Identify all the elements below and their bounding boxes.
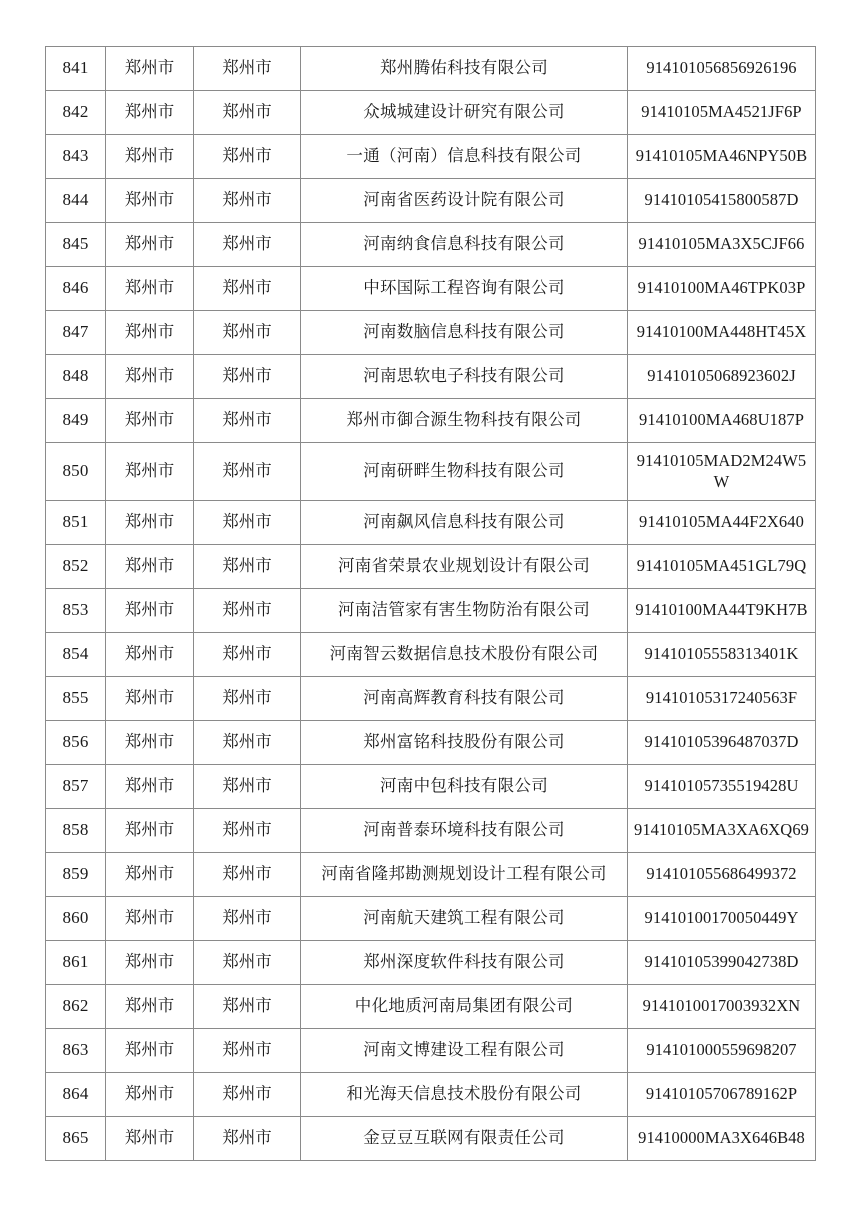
table-row (46, 91, 816, 135)
cell-city: 郑州市 (106, 47, 194, 91)
cell-company-name: 河南数脑信息科技有限公司 (301, 311, 628, 355)
cell-city: 郑州市 (106, 1029, 194, 1073)
table-row (46, 1029, 816, 1073)
table-row (46, 1073, 816, 1117)
cell-company-name: 河南省隆邦勘测规划设计工程有限公司 (301, 853, 628, 897)
cell-sequence-number: 843 (46, 135, 106, 179)
cell-company-name: 郑州富铭科技股份有限公司 (301, 721, 628, 765)
cell-district: 郑州市 (194, 311, 301, 355)
cell-company-name: 中化地质河南局集团有限公司 (301, 985, 628, 1029)
cell-credit-code: 914101055686499372 (628, 853, 816, 897)
cell-company-name: 河南省荣景农业规划设计有限公司 (301, 545, 628, 589)
cell-district: 郑州市 (194, 985, 301, 1029)
table-row (46, 267, 816, 311)
cell-sequence-number: 860 (46, 897, 106, 941)
cell-sequence-number: 856 (46, 721, 106, 765)
cell-company-name: 河南飙风信息科技有限公司 (301, 501, 628, 545)
cell-district: 郑州市 (194, 1029, 301, 1073)
cell-district: 郑州市 (194, 589, 301, 633)
table-row (46, 677, 816, 721)
table-row (46, 1117, 816, 1161)
cell-company-name: 众城城建设计研究有限公司 (301, 91, 628, 135)
cell-district: 郑州市 (194, 135, 301, 179)
cell-district: 郑州市 (194, 809, 301, 853)
registry-table-body (46, 47, 816, 1161)
table-row (46, 545, 816, 589)
cell-city: 郑州市 (106, 545, 194, 589)
cell-district: 郑州市 (194, 47, 301, 91)
cell-sequence-number: 858 (46, 809, 106, 853)
cell-sequence-number: 864 (46, 1073, 106, 1117)
table-row (46, 985, 816, 1029)
cell-company-name: 金豆豆互联网有限责任公司 (301, 1117, 628, 1161)
table-row (46, 501, 816, 545)
table-row (46, 179, 816, 223)
cell-district: 郑州市 (194, 399, 301, 443)
cell-district: 郑州市 (194, 1117, 301, 1161)
cell-credit-code: 914101056856926196 (628, 47, 816, 91)
cell-credit-code: 91410105706789162P (628, 1073, 816, 1117)
cell-credit-code: 91410100MA448HT45X (628, 311, 816, 355)
cell-city: 郑州市 (106, 1117, 194, 1161)
cell-credit-code: 91410105396487037D (628, 721, 816, 765)
cell-city: 郑州市 (106, 135, 194, 179)
cell-company-name: 河南文博建设工程有限公司 (301, 1029, 628, 1073)
table-row (46, 399, 816, 443)
cell-company-name: 河南智云数据信息技术股份有限公司 (301, 633, 628, 677)
cell-sequence-number: 851 (46, 501, 106, 545)
cell-city: 郑州市 (106, 633, 194, 677)
cell-city: 郑州市 (106, 179, 194, 223)
cell-sequence-number: 859 (46, 853, 106, 897)
cell-company-name: 和光海天信息技术股份有限公司 (301, 1073, 628, 1117)
cell-credit-code: 91410105MA451GL79Q (628, 545, 816, 589)
table-row (46, 135, 816, 179)
cell-city: 郑州市 (106, 853, 194, 897)
cell-sequence-number: 865 (46, 1117, 106, 1161)
cell-credit-code: 91410105415800587D (628, 179, 816, 223)
table-row (46, 765, 816, 809)
cell-city: 郑州市 (106, 721, 194, 765)
cell-city: 郑州市 (106, 677, 194, 721)
cell-district: 郑州市 (194, 897, 301, 941)
cell-company-name: 河南思软电子科技有限公司 (301, 355, 628, 399)
cell-district: 郑州市 (194, 545, 301, 589)
cell-sequence-number: 863 (46, 1029, 106, 1073)
cell-sequence-number: 845 (46, 223, 106, 267)
cell-city: 郑州市 (106, 765, 194, 809)
cell-company-name: 郑州深度软件科技有限公司 (301, 941, 628, 985)
cell-sequence-number: 847 (46, 311, 106, 355)
cell-credit-code: 91410105MA44F2X640 (628, 501, 816, 545)
cell-credit-code: 91410105317240563F (628, 677, 816, 721)
cell-city: 郑州市 (106, 223, 194, 267)
cell-district: 郑州市 (194, 765, 301, 809)
cell-city: 郑州市 (106, 809, 194, 853)
registry-table-container (45, 46, 815, 1161)
cell-company-name: 郑州腾佑科技有限公司 (301, 47, 628, 91)
cell-sequence-number: 862 (46, 985, 106, 1029)
cell-district: 郑州市 (194, 179, 301, 223)
cell-sequence-number: 841 (46, 47, 106, 91)
cell-sequence-number: 844 (46, 179, 106, 223)
cell-credit-code: 9141010017003932XN (628, 985, 816, 1029)
table-row (46, 589, 816, 633)
table-row (46, 941, 816, 985)
cell-company-name: 一通（河南）信息科技有限公司 (301, 135, 628, 179)
cell-sequence-number: 855 (46, 677, 106, 721)
cell-credit-code: 91410100MA46TPK03P (628, 267, 816, 311)
cell-city: 郑州市 (106, 589, 194, 633)
table-row (46, 633, 816, 677)
cell-city: 郑州市 (106, 91, 194, 135)
cell-sequence-number: 842 (46, 91, 106, 135)
table-row (46, 443, 816, 501)
table-row (46, 809, 816, 853)
cell-credit-code: 91410100MA468U187P (628, 399, 816, 443)
cell-district: 郑州市 (194, 443, 301, 501)
registry-table (45, 46, 816, 1161)
table-row (46, 311, 816, 355)
cell-sequence-number: 846 (46, 267, 106, 311)
table-row (46, 897, 816, 941)
cell-city: 郑州市 (106, 985, 194, 1029)
cell-district: 郑州市 (194, 355, 301, 399)
cell-sequence-number: 853 (46, 589, 106, 633)
cell-city: 郑州市 (106, 1073, 194, 1117)
cell-credit-code: 91410105MA3X5CJF66 (628, 223, 816, 267)
cell-sequence-number: 850 (46, 443, 106, 501)
cell-sequence-number: 854 (46, 633, 106, 677)
cell-sequence-number: 857 (46, 765, 106, 809)
cell-company-name: 中环国际工程咨询有限公司 (301, 267, 628, 311)
cell-credit-code: 91410000MA3X646B48 (628, 1117, 816, 1161)
cell-credit-code: 914101000559698207 (628, 1029, 816, 1073)
cell-company-name: 河南中包科技有限公司 (301, 765, 628, 809)
cell-city: 郑州市 (106, 443, 194, 501)
cell-credit-code: 91410105399042738D (628, 941, 816, 985)
cell-credit-code: 91410100170050449Y (628, 897, 816, 941)
cell-district: 郑州市 (194, 721, 301, 765)
cell-city: 郑州市 (106, 267, 194, 311)
cell-city: 郑州市 (106, 897, 194, 941)
table-row (46, 355, 816, 399)
cell-district: 郑州市 (194, 633, 301, 677)
cell-district: 郑州市 (194, 677, 301, 721)
cell-credit-code: 91410105MA4521JF6P (628, 91, 816, 135)
cell-city: 郑州市 (106, 941, 194, 985)
cell-company-name: 河南航天建筑工程有限公司 (301, 897, 628, 941)
table-row (46, 721, 816, 765)
cell-sequence-number: 861 (46, 941, 106, 985)
table-row (46, 853, 816, 897)
cell-city: 郑州市 (106, 501, 194, 545)
cell-district: 郑州市 (194, 223, 301, 267)
cell-company-name: 河南纳食信息科技有限公司 (301, 223, 628, 267)
cell-company-name: 河南高辉教育科技有限公司 (301, 677, 628, 721)
table-row (46, 223, 816, 267)
cell-credit-code: 91410105558313401K (628, 633, 816, 677)
cell-credit-code: 91410105068923602J (628, 355, 816, 399)
cell-city: 郑州市 (106, 311, 194, 355)
cell-credit-code: 91410105MA3XA6XQ69 (628, 809, 816, 853)
cell-city: 郑州市 (106, 355, 194, 399)
cell-company-name: 河南研畔生物科技有限公司 (301, 443, 628, 501)
cell-sequence-number: 849 (46, 399, 106, 443)
cell-company-name: 河南省医药设计院有限公司 (301, 179, 628, 223)
cell-credit-code: 91410105MA46NPY50B (628, 135, 816, 179)
table-row (46, 47, 816, 91)
cell-sequence-number: 848 (46, 355, 106, 399)
cell-company-name: 河南普泰环境科技有限公司 (301, 809, 628, 853)
cell-district: 郑州市 (194, 501, 301, 545)
cell-company-name: 河南洁管家有害生物防治有限公司 (301, 589, 628, 633)
cell-district: 郑州市 (194, 91, 301, 135)
cell-district: 郑州市 (194, 1073, 301, 1117)
cell-district: 郑州市 (194, 267, 301, 311)
cell-company-name: 郑州市御合源生物科技有限公司 (301, 399, 628, 443)
cell-city: 郑州市 (106, 399, 194, 443)
cell-district: 郑州市 (194, 941, 301, 985)
cell-sequence-number: 852 (46, 545, 106, 589)
cell-credit-code: 91410100MA44T9KH7B (628, 589, 816, 633)
cell-credit-code: 91410105MAD2M24W5W (628, 443, 816, 501)
cell-credit-code: 91410105735519428U (628, 765, 816, 809)
cell-district: 郑州市 (194, 853, 301, 897)
